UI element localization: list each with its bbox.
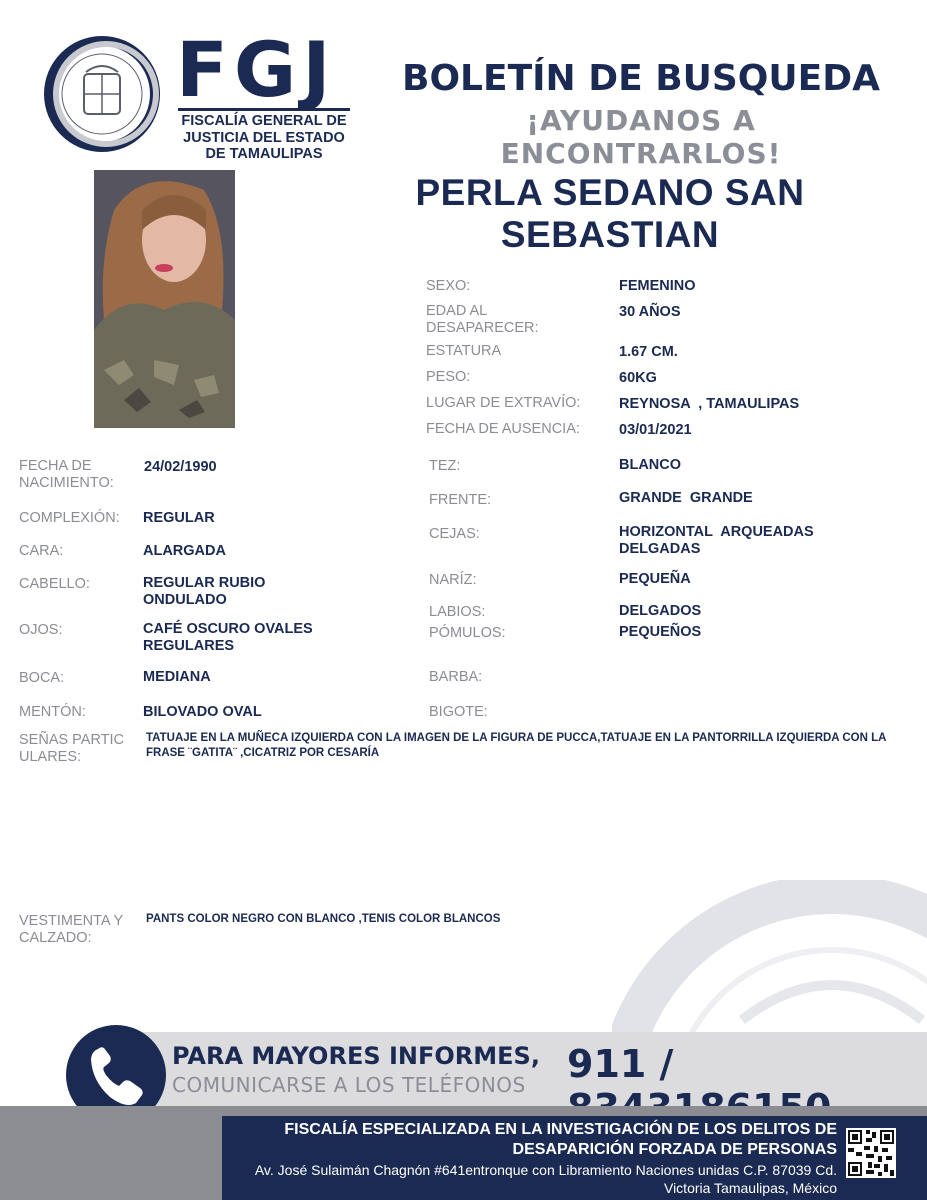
logo-subtitle: FISCALÍA GENERAL DE JUSTICIA DEL ESTADO DE TAMAULIPAS <box>178 108 350 163</box>
eyes-value: CAFÉ OSCURO OVALES REGULARES <box>143 621 313 654</box>
footer-address: Av. José Sulaimán Chagnón #641entronque con Libramiento Naciones unidas C.P. 87039 Cd. Victoria Tamaulipas, México <box>254 1162 837 1196</box>
particular-signs-label: SEÑAS PARTICULARES: <box>19 732 125 765</box>
birthdate-value: 24/02/1990 <box>144 459 217 475</box>
build-label: COMPLEXIÓN: <box>19 510 120 526</box>
absence-date-label: FECHA DE AUSENCIA: <box>426 421 580 437</box>
age-value: 30 AÑOS <box>619 304 681 320</box>
location-value: REYNOSA , TAMAULIPAS <box>619 396 800 412</box>
eyebrows-value: HORIZONTAL ARQUEADAS DELGADAS <box>619 524 818 557</box>
forehead-label: FRENTE: <box>429 492 492 508</box>
complexion-label: TEZ: <box>429 458 461 474</box>
hair-label: CABELLO: <box>19 576 90 592</box>
sex-label: SEXO: <box>426 278 471 294</box>
contact-phone: 911 / <box>567 1042 674 1086</box>
chin-value: BILOVADO OVAL <box>143 704 262 720</box>
age-label: EDAD AL DESAPARECER: <box>426 303 539 336</box>
person-photo <box>94 170 235 428</box>
height-value: 1.67 CM. <box>619 344 678 360</box>
eyebrows-label: CEJAS: <box>429 526 480 542</box>
absence-date-value: 03/01/2021 <box>619 422 692 438</box>
chin-label: MENTÓN: <box>19 704 86 720</box>
fgj-logo-seal-icon <box>40 32 164 156</box>
cheekbones-value: PEQUEÑOS <box>619 624 702 640</box>
forehead-value: GRANDE GRANDE <box>619 490 753 506</box>
clothing-label: VESTIMENTA Y CALZADO: <box>19 913 123 946</box>
hair-value: REGULAR RUBIO ONDULADO <box>143 575 266 608</box>
qr-code-icon <box>846 1128 896 1178</box>
nose-label: NARÍZ: <box>429 572 477 588</box>
build-value: REGULAR <box>143 510 215 526</box>
cheekbones-label: PÓMULOS: <box>429 625 506 641</box>
clothing-value: PANTS COLOR NEGRO CON BLANCO ,TENIS COLOR BLANCOS <box>146 913 501 925</box>
mouth-label: BOCA: <box>19 670 65 686</box>
mouth-value: MEDIANA <box>143 669 211 685</box>
weight-value: 60KG <box>619 370 657 386</box>
bulletin-subtitle: ¡AYUDANOS A ENCONTRARLOS! <box>500 104 782 170</box>
birthdate-label: FECHA DE NACIMIENTO: <box>19 458 114 491</box>
sex-value: FEMENINO <box>619 278 696 294</box>
location-label: LUGAR DE EXTRAVÍO: <box>426 395 581 411</box>
beard-label: BARBA: <box>429 669 483 685</box>
height-label: ESTATURA <box>426 343 502 359</box>
eyes-label: OJOS: <box>19 622 63 638</box>
weight-label: PESO: <box>426 369 471 385</box>
lips-label: LABIOS: <box>429 604 486 620</box>
contact-line-1: PARA MAYORES INFORMES, <box>172 1042 540 1070</box>
mustache-label: BIGOTE: <box>429 704 488 720</box>
logo-text: FGJ <box>176 25 337 114</box>
nose-value: PEQUEÑA <box>619 571 691 587</box>
face-label: CARA: <box>19 543 64 559</box>
complexion-value: BLANCO <box>619 457 682 473</box>
footer-agency: FISCALÍA ESPECIALIZADA EN LA INVESTIGACIÓN DE LOS DELITOS DE DESAPARICIÓN FORZADA DE PERSONAS <box>284 1121 837 1158</box>
lips-value: DELGADOS <box>619 603 702 619</box>
particular-signs-value: TATUAJE EN LA MUÑECA IZQUIERDA CON LA IMAGEN DE LA FIGURA DE PUCCA,TATUAJE EN LA PANTORRILLA IZQUIERDA CON LA FRASE ¨GATITA¨ ,CICATRIZ POR CESARÍA <box>146 732 890 759</box>
contact-line-2: COMUNICARSE A LOS TELÉFONOS <box>172 1073 526 1097</box>
face-value: ALARGADA <box>143 543 226 559</box>
person-name: PERLA SEDANO SAN SEBASTIAN <box>415 172 805 255</box>
bulletin-title: BOLETÍN DE BUSQUEDA <box>402 58 880 99</box>
